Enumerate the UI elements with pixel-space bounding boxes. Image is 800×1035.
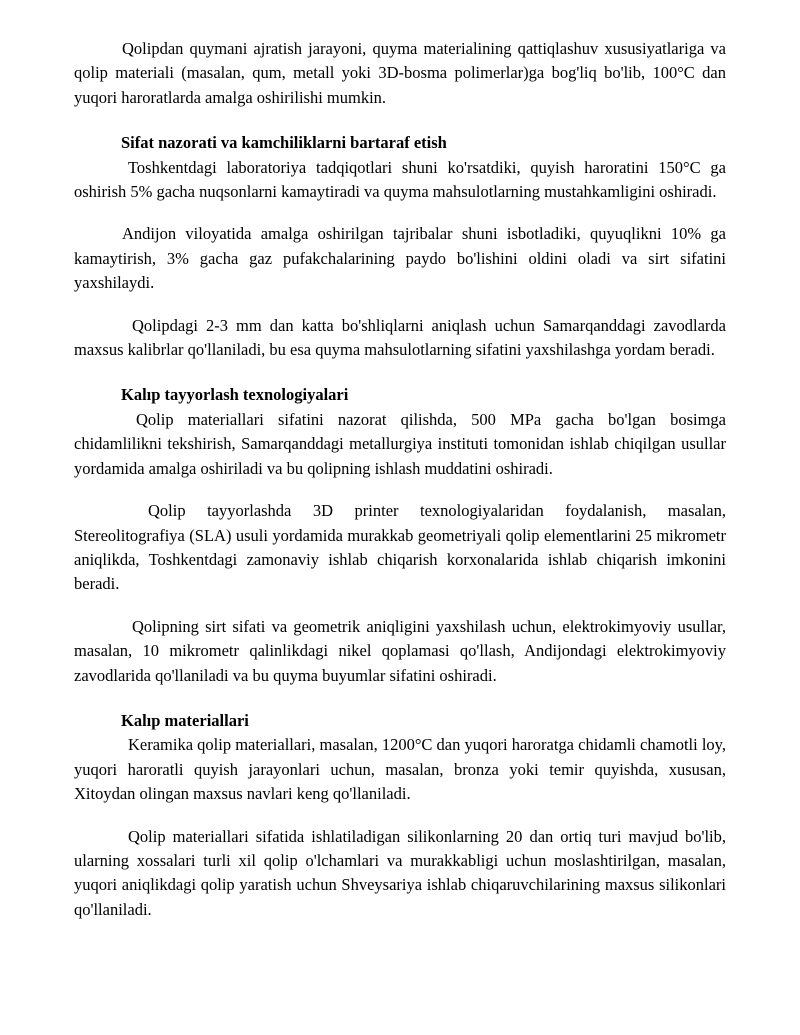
body-paragraph: Qolipning sirt sifati va geometrik aniqligini yaxshilash uchun, elektrokimyoviy usullar, masalan, 10 mikrometr qalinlikdagi nikel qoplamasi qo'llash, Andijondagi elektrokimyoviy zavodlarida qo'llaniladi va bu quyma buyumlar sifatini oshiradi. [74,616,726,685]
section-mold-materials [74,709,726,922]
spacer [74,807,726,825]
body-paragraph: Andijon viloyatida amalga oshirilgan tajribalar shuni isbotladiki, quyuqlikni 10% ga kamaytirish, 3% gacha gaz pufakchalarining paydo bo'lishini oldini oladi va sirt sifatini yaxshilaydi. [74,224,726,293]
spacer [74,481,726,499]
section-mold-technologies [74,383,726,687]
spacer [74,688,726,709]
spacer [74,597,726,615]
body-paragraph: Qolip tayyorlashda 3D printer texnologiyalaridan foydalanish, masalan, Stereolitografiya (SLA) usuli yordamida murakkab geometriyali qolip elementlarini 25 mikrometr aniqlikda, Toshkentdagi zamonaviy ishlab chiqarish korxonalarida ishlab chiqarish imkonini beradi. [74,501,726,594]
body-paragraph: Qolip materiallari sifatida ishlatiladigan silikonlarning 20 dan ortiq turi mavjud bo'lib, ularning xossalari turli xil qolip o'lchamlari va murakkabligi uchun moslashtirilgan, masalan, yuqori aniqlikdagi qolip yaratish uchun Shveysariya ishlab chiqaruvchilarining maxsus silikonlari qo'llaniladi. [74,826,726,919]
spacer [74,362,726,383]
section-heading: Kalıp tayyorlash texnologiyalari [121,385,349,405]
body-paragraph: Qolip materiallari sifatini nazorat qilishda, 500 MPa gacha bo'lgan bosimga chidamlilikni tekshirish, Samarqanddagi metallurgiya instituti tomonidan ishlab chiqilgan usullar yordamida amalga oshiriladi va bu qolipning ishlash muddatini oshiradi. [74,409,726,478]
spacer [74,110,726,131]
spacer [74,296,726,314]
body-paragraph: Keramika qolip materiallari, masalan, 1200°C dan yuqori haroratga chidamli chamotli loy, yuqori haroratli quyish jarayonlari uchun, masalan, bronza yoki temir quyishda, xususan, Xitoydan olingan maxsus navlari keng qo'llaniladi. [74,735,726,804]
section-quality-control [74,131,726,362]
intro-paragraph: Qolipdan quymani ajratish jarayoni, quyma materialining qattiqlashuv xususiyatlariga va qolip materiali (masalan, qum, metall yoki 3D-bosma polimerlar)ga bog'liq bo'lib, 100°C dan yuqori haroratlarda amalga oshirilishi mumkin. [74,39,726,107]
section-heading: Kalıp materiallari [121,710,249,730]
body-paragraph: Toshkentdagi laboratoriya tadqiqotlari shuni ko'rsatdiki, quyish haroratini 150°C ga oshirish 5% gacha nuqsonlarni kamaytiradi va quyma mahsulotlarning mustahkamligini oshiradi. [74,157,726,202]
body-paragraph: Qolipdagi 2-3 mm dan katta bo'shliqlarni aniqlash uchun Samarqanddagi zavodlarda maxsus kalibrlar qo'llaniladi, bu esa quyma mahsulotlarning sifatini yaxshilashga yordam beradi. [74,315,726,360]
spacer [74,204,726,222]
section-heading: Sifat nazorati va kamchiliklarni bartaraf etish [121,133,447,153]
